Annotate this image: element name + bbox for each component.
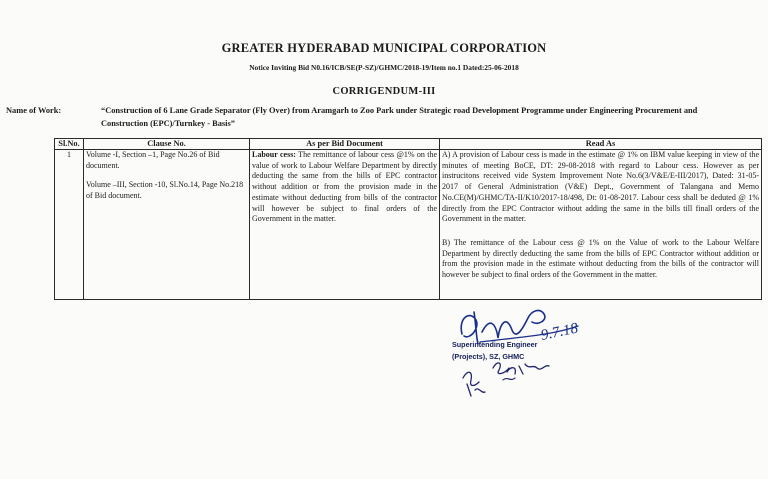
header-as-per-bid: As per Bid Document <box>250 139 440 150</box>
labour-cess-label: Labour cess: <box>252 150 296 159</box>
signatory-title: Superintending Engineer <box>452 340 538 349</box>
document-title: CORRIGENDUM-III <box>332 86 436 97</box>
table-row <box>55 150 762 300</box>
handwritten-initials <box>445 356 575 400</box>
labour-cess-text: The remittance of labour cess @1% on the value of work to Labour Welfare Department by directly deducting the same from the bills of EPC contractor without addition or from the provision made in the estimate without deducting from bills of the contractor will however be subject to final orders of the Government in the matter. <box>252 150 437 224</box>
name-of-work-label: Name of Work: <box>6 106 62 115</box>
header-sl-no: Sl.No. <box>55 139 84 150</box>
header-read-as: Read As <box>440 139 762 150</box>
signature-date: 9.7.18 <box>539 320 580 344</box>
cell-sl-no: 1 <box>55 150 84 300</box>
cell-clause <box>84 150 250 300</box>
clause-volume-1: Volume -I, Section –1, Page No.26 of Bid document. <box>86 150 220 170</box>
header-clause-no: Clause No. <box>84 139 250 150</box>
notice-inviting-bid-line: Notice Inviting Bid N0.16/ICB/SE(P-SZ)/GHMC/2018-19/Item no.1 Dated:25-06-2018 <box>249 63 519 72</box>
signatory-office: (Projects), SZ, GHMC <box>452 352 525 361</box>
cell-read-as <box>440 150 762 300</box>
table-header-row <box>55 139 762 150</box>
organization-heading: GREATER HYDERABAD MUNICIPAL CORPORATION <box>221 41 547 55</box>
clause-volume-3: Volume –III, Section -10, Sl.No.14, Page No.218 of Bid document. <box>86 180 244 201</box>
read-as-clause-a: A) A provision of Labour cess is made in the estimate @ 1% on IBM value keeping in view of the minutes of meeting BoCE, DT: 29-08-2018 with regard to Labour cess. However as per instrucitons received vide System Improvement Note No.6(3/V&E/E-III/2017), Dated: 31-05-2017 of General Administration (V&E) Dept., Government of Talangana and Memo No.CE(M)/GHMC/TA-II/K10/2017-18/498, Dt: 01-08-2017. Labour cess shall be deduted @ 1% directly from the EPC Contractor without adding the same in the bills till finall orders of the Government in the matter. <box>442 150 759 224</box>
name-of-work-text: “Construction of 6 Lane Grade Separator (Fly Over) from Aramgarh to Zoo Park under Strategic road Development Programme under Engineering Procurement and Construction (EPC)/Turnkey - Basis” <box>101 106 698 128</box>
cell-as-per-bid <box>250 150 440 300</box>
read-as-clause-b: B) The remittance of the Labour cess @ 1% on the Value of work to the Labour Welfare Department by directly deducting the same from the bills of EPC Contractor without addition or from the provision made in the estimate without deducting from the bills of the contractor will however be subject to final orders of the Government in the matter. <box>442 237 759 280</box>
corrigendum-table <box>54 138 762 300</box>
